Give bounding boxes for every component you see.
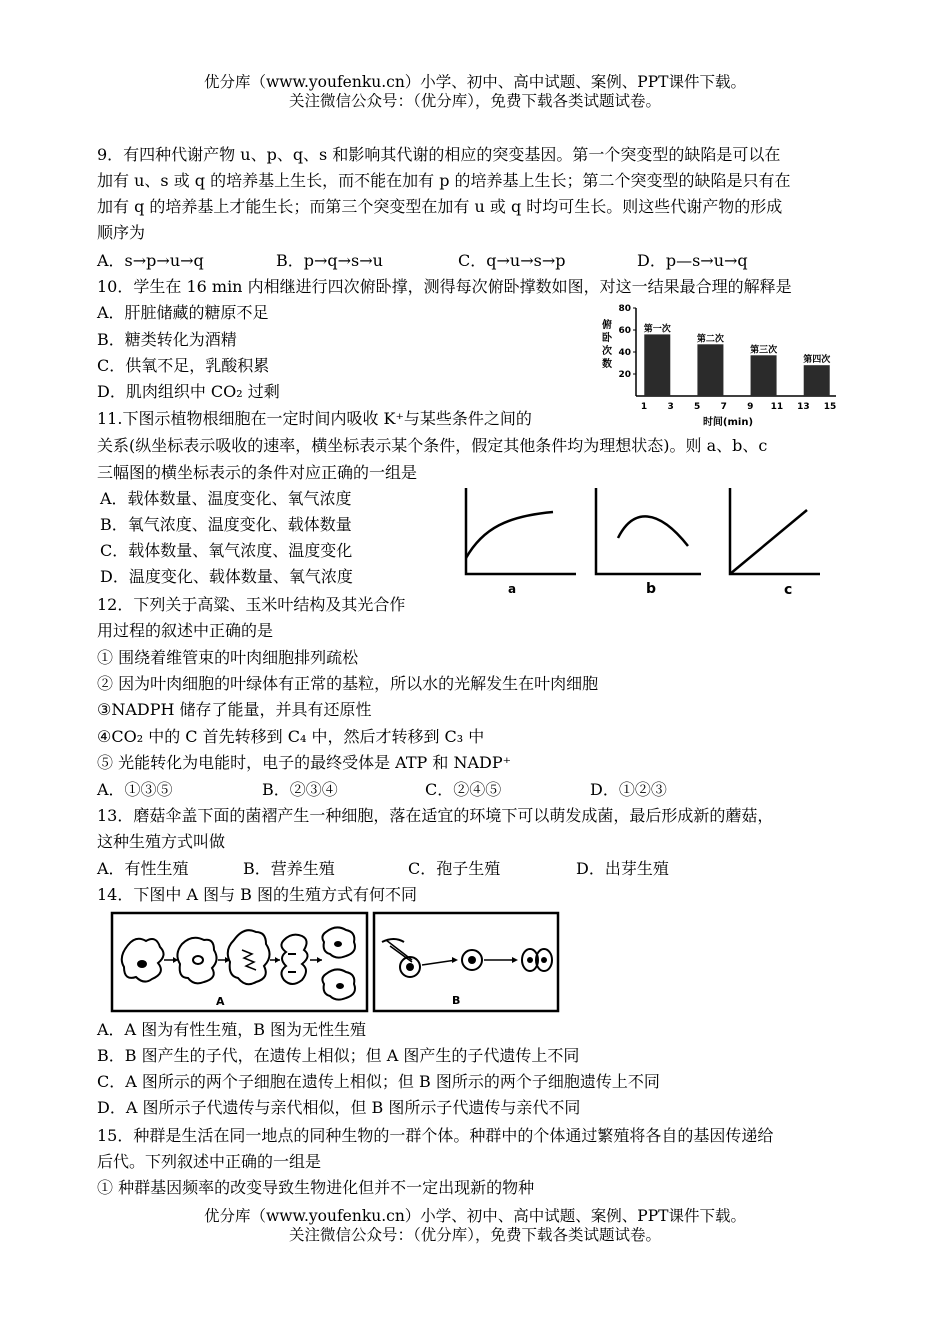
q10-stem: 10．学生在 16 min 内相继进行四次俯卧撑，测得每次俯卧撑数如图，对这一结果最合理的解释是 — [97, 277, 792, 296]
q12-option-d: D．①②③ — [590, 780, 667, 799]
q9-option-b: B．p→q→s→u — [276, 251, 383, 270]
q10-bar — [644, 334, 670, 396]
q10-x-tick-label: 3 — [667, 402, 674, 412]
q10-ylabel-4: 数 — [602, 359, 612, 370]
q10-bar — [751, 355, 777, 396]
q10-bar-label: 第一次 — [643, 324, 671, 335]
q10-x-tick-label: 11 — [770, 402, 784, 412]
q9-stem-line4: 顺序为 — [97, 223, 146, 242]
q12-statement-2: ② 因为叶肉细胞的叶绿体有正常的基粒，所以水的光解发生在叶肉细胞 — [97, 674, 599, 693]
q12-stem-line2: 用过程的叙述中正确的是 — [97, 621, 274, 640]
q14-panel-a — [112, 913, 367, 1011]
q14-option-b: B．B 图产生的子代，在遗传上相似；但 A 图产生的子代遗传上不同 — [97, 1046, 580, 1065]
q10-xlabel: 时间(min) — [702, 417, 754, 428]
q10-x-tick-label: 1 — [640, 402, 648, 412]
q13-stem-line2: 这种生殖方式叫做 — [97, 832, 226, 851]
q11-graph-a — [466, 488, 576, 596]
q13-option-d: D．出芽生殖 — [576, 859, 669, 878]
q11-option-a: A．载体数量、温度变化、氧气浓度 — [100, 489, 352, 508]
page-header-line1: 优分库（www.youfenku.cn）小学、初中、高中试题、案例、PPT课件下载。 — [203, 73, 747, 91]
q10-option-a: A．肝脏储藏的糖原不足 — [97, 303, 269, 322]
q10-y-tick-label: 60 — [618, 326, 631, 336]
q11-stem-line1: 11.下图示植物根细胞在一定时间内吸收 K⁺与某些条件之间的 — [97, 409, 532, 428]
q11-graph-c-label: c — [784, 582, 793, 598]
q10-y-tick-label: 80 — [618, 304, 631, 314]
q12-statement-3: ③NADPH 储存了能量，并具有还原性 — [97, 700, 372, 719]
q10-x-tick-label: 13 — [797, 402, 810, 412]
q14-panel-b — [374, 913, 558, 1011]
q10-bar-label: 第三次 — [750, 345, 778, 356]
q11-option-c: C．载体数量、氧气浓度、温度变化 — [100, 541, 353, 560]
q9-stem-line1: 9．有四种代谢产物 u、p、q、s 和影响其代谢的相应的突变基因。第一个突变型的缺陷是可以在 — [97, 145, 781, 164]
q11-graph-a-label: a — [508, 582, 517, 596]
q14-option-a: A．A 图为有性生殖，B 图为无性生殖 — [97, 1020, 367, 1039]
q14-option-d: D．A 图所示子代遗传与亲代相似，但 B 图所示子代遗传与亲代不同 — [97, 1098, 581, 1117]
page-header-line2: 关注微信公众号：（优分库），免费下载各类试题试卷。 — [288, 92, 661, 110]
q10-ylabel-2: 卧 — [602, 333, 612, 344]
q10-x-tick-label: 9 — [747, 402, 754, 412]
q11-stem-line2: 关系(纵坐标表示吸收的速率，横坐标表示某个条件，假定其他条件均为理想状态)。则 a、b、c — [97, 436, 768, 455]
q12-statement-5: ⑤ 光能转化为电能时，电子的最终受体是 ATP 和 NADP⁺ — [97, 753, 512, 772]
q15-stem-line1: 15．种群是生活在同一地点的同种生物的一群个体。种群中的个体通过繁殖将各自的基因传递给 — [97, 1126, 774, 1145]
q13-option-a: A．有性生殖 — [97, 859, 189, 878]
q11-graph-b-label: b — [646, 581, 657, 597]
q14-stem: 14．下图中 A 图与 B 图的生殖方式有何不同 — [97, 885, 418, 904]
q10-x-tick-label: 7 — [720, 402, 727, 412]
q10-bar — [804, 365, 830, 396]
q12-stem-line1: 12．下列关于高粱、玉米叶结构及其光合作 — [97, 595, 406, 614]
q11-graph-c — [730, 488, 820, 598]
q11-option-b: B．氧气浓度、温度变化、载体数量 — [100, 515, 352, 534]
q9-stem-line2: 加有 u、s 或 q 的培养基上生长，而不能在加有 p 的培养基上生长；第二个突变型的缺陷是只有在 — [97, 171, 791, 190]
q12-statement-1: ① 围绕着维管束的叶肉细胞排列疏松 — [97, 648, 359, 667]
q11-graphs — [458, 478, 828, 603]
q15-statement-1: ① 种群基因频率的改变导致生物进化但并不一定出现新的物种 — [97, 1178, 535, 1197]
q10-bar-label: 第四次 — [803, 355, 831, 366]
q12-option-b: B．②③④ — [262, 780, 338, 799]
q14-option-c: C．A 图所示的两个子细胞在遗传上相似；但 B 图所示的两个子细胞遗传上不同 — [97, 1072, 660, 1091]
q13-stem-line1: 13．磨菇伞盖下面的菌褶产生一种细胞，落在适宜的环境下可以萌发成菌，最后形成新的蘑菇， — [97, 806, 774, 825]
q10-pushup-chart — [596, 298, 846, 428]
q10-bar-label: 第二次 — [696, 334, 724, 345]
q13-option-c: C．孢子生殖 — [408, 859, 501, 878]
page-footer-line1: 优分库（www.youfenku.cn）小学、初中、高中试题、案例、PPT课件下载。 — [203, 1207, 747, 1225]
q13-option-b: B．营养生殖 — [243, 859, 335, 878]
q14-panel-a-label: A — [216, 995, 225, 1008]
q10-bar — [697, 344, 723, 396]
q10-y-tick-label: 40 — [618, 348, 631, 358]
q10-x-tick-label: 5 — [694, 402, 701, 412]
q11-graph-b — [596, 488, 701, 597]
q12-option-a: A．①③⑤ — [97, 780, 173, 799]
q10-ylabel-1: 俯 — [602, 320, 612, 331]
q10-ylabel-3: 次 — [602, 346, 612, 357]
q10-option-c: C．供氧不足，乳酸积累 — [97, 356, 270, 375]
q9-option-c: C．q→u→s→p — [458, 251, 566, 270]
q9-stem-line3: 加有 q 的培养基上才能生长；而第三个突变型在加有 u 或 q 时均可生长。则这些代谢产物的形成 — [97, 197, 783, 216]
q10-y-tick-label: 20 — [618, 370, 631, 380]
q9-option-a: A．s→p→u→q — [97, 251, 204, 270]
q9-option-d: D．p—s→u→q — [637, 251, 748, 270]
q10-option-d: D．肌肉组织中 CO₂ 过剩 — [97, 382, 280, 401]
q14-figure — [110, 910, 562, 1014]
q14-panel-b-label: B — [452, 994, 461, 1007]
q12-statement-4: ④CO₂ 中的 C 首先转移到 C₄ 中，然后才转移到 C₃ 中 — [97, 727, 485, 746]
q15-stem-line2: 后代。下列叙述中正确的一组是 — [97, 1152, 322, 1171]
q11-option-d: D．温度变化、载体数量、氧气浓度 — [100, 567, 353, 586]
q11-stem-line3: 三幅图的横坐标表示的条件对应正确的一组是 — [97, 463, 418, 482]
q12-option-c: C．②④⑤ — [425, 780, 502, 799]
q10-option-b: B．糖类转化为酒精 — [97, 330, 237, 349]
page-footer-line2: 关注微信公众号：（优分库），免费下载各类试题试卷。 — [288, 1226, 661, 1244]
q10-x-tick-label: 15 — [823, 402, 837, 412]
